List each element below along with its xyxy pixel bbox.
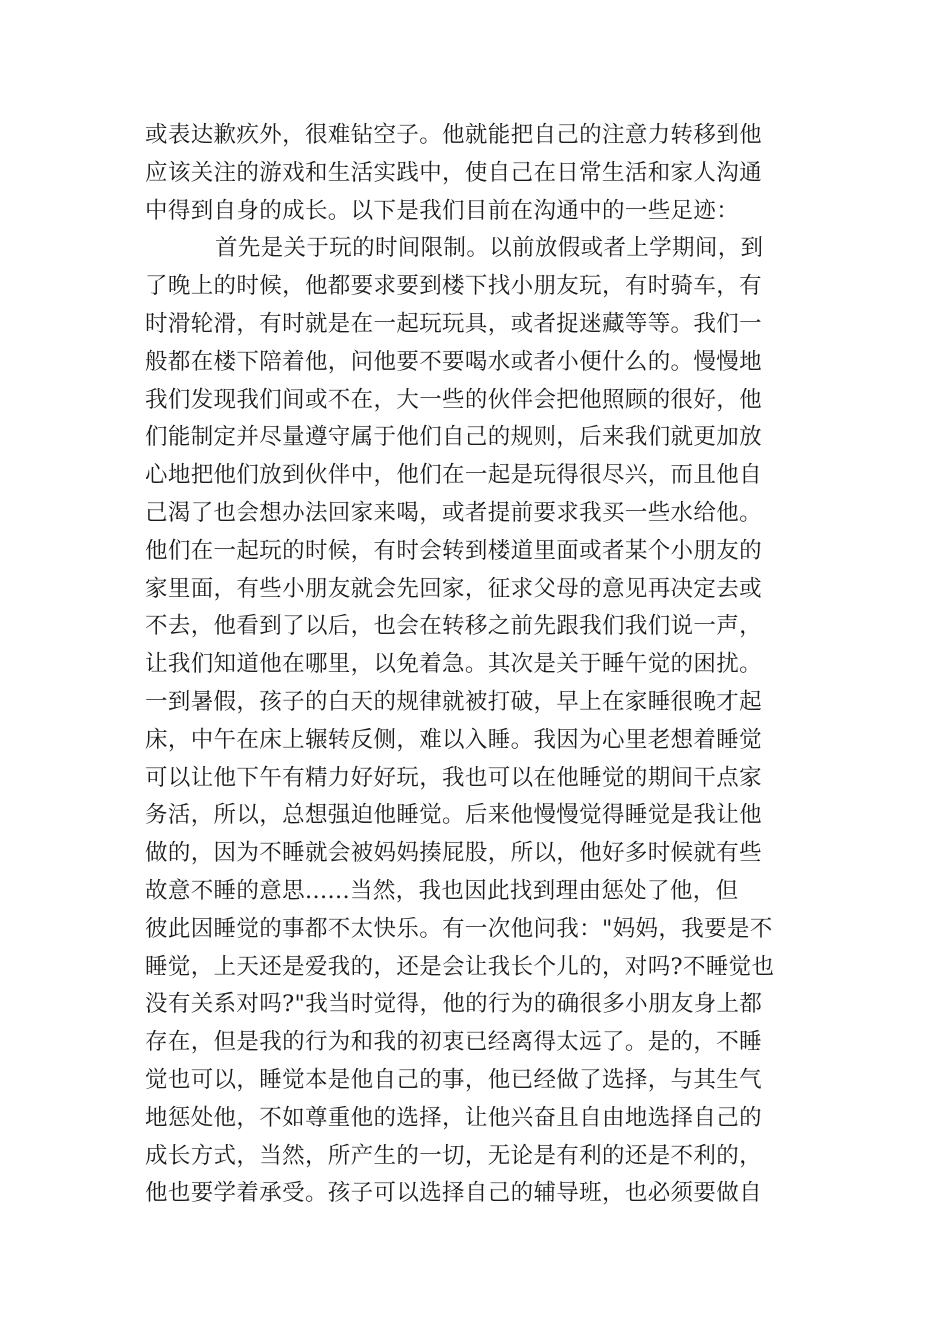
text-line: 不去，他看到了以后，也会在转移之前先跟我们我们说一声， bbox=[145, 613, 762, 640]
text-line: 地惩处他，不如尊重他的选择，让他兴奋且自由地选择自己的 bbox=[145, 1104, 762, 1131]
text-line: 没有关系对吗?"我当时觉得，他的行为的确很多小朋友身上都 bbox=[145, 991, 763, 1018]
text-line: 心地把他们放到伙伴中，他们在一起是玩得很尽兴，而且他自 bbox=[145, 462, 762, 489]
text-line: 他们在一起玩的时候，有时会转到楼道里面或者某个小朋友的 bbox=[145, 537, 762, 564]
text-line: 般都在楼下陪着他，问他要不要喝水或者小便什么的。慢慢地 bbox=[145, 348, 762, 375]
text-line: 应该关注的游戏和生活实践中，使自己在日常生活和家人沟通 bbox=[145, 159, 762, 186]
text-line: 务活，所以，总想强迫他睡觉。后来他慢慢觉得睡觉是我让他 bbox=[145, 802, 762, 829]
text-line: 我们发现我们间或不在，大一些的伙伴会把他照顾的很好，他 bbox=[145, 386, 762, 413]
text-line: 中得到自身的成长。以下是我们目前在沟通中的一些足迹： bbox=[145, 197, 740, 224]
text-line: 或表达歉疚外，很难钻空子。他就能把自己的注意力转移到他 bbox=[145, 122, 762, 148]
text-line: 让我们知道他在哪里，以免着急。其次是关于睡午觉的困扰。 bbox=[145, 651, 762, 678]
text-line: 时滑轮滑，有时就是在一起玩玩具，或者捉迷藏等等。我们一 bbox=[145, 310, 762, 337]
text-line: 存在，但是我的行为和我的初衷已经离得太远了。是的，不睡 bbox=[145, 1029, 762, 1056]
text-line: 一到暑假，孩子的白天的规律就被打破，早上在家睡很晚才起 bbox=[145, 688, 762, 715]
text-line: 们能制定并尽量遵守属于他们自己的规则，后来我们就更加放 bbox=[145, 424, 762, 451]
text-line: 成长方式，当然，所产生的一切，无论是有利的还是不利的， bbox=[145, 1142, 762, 1169]
paragraph-first-line: 首先是关于玩的时间限制。以前放假或者上学期间，到 bbox=[215, 235, 764, 262]
body-text bbox=[145, 117, 805, 1213]
text-line: 可以让他下午有精力好好玩，我也可以在他睡觉的期间干点家 bbox=[145, 764, 762, 791]
text-line: 做的，因为不睡就会被妈妈揍屁股，所以，他好多时候就有些 bbox=[145, 840, 762, 867]
text-line: 己渴了也会想办法回家来喝，或者提前要求我买一些水给他。 bbox=[145, 499, 762, 526]
text-line: 床，中午在床上辗转反侧，难以入睡。我因为心里老想着睡觉 bbox=[145, 726, 762, 753]
text-line: 家里面，有些小朋友就会先回家，征求父母的意见再决定去或 bbox=[145, 575, 762, 602]
text-line: 睡觉，上天还是爱我的，还是会让我长个儿的，对吗?不睡觉也 bbox=[145, 953, 775, 980]
text-line: 彼此因睡觉的事都不太快乐。有一次他问我："妈妈，我要是不 bbox=[145, 915, 773, 942]
text-line: 了晚上的时候，他都要求要到楼下找小朋友玩，有时骑车，有 bbox=[145, 273, 762, 300]
text-line: 故意不睡的意思......当然，我也因此找到理由惩处了他，但 bbox=[145, 877, 739, 904]
text-line: 觉也可以，睡觉本是他自己的事，他已经做了选择，与其生气 bbox=[145, 1066, 762, 1093]
text-line: 他也要学着承受。孩子可以选择自己的辅导班，也必须要做自 bbox=[145, 1180, 762, 1207]
